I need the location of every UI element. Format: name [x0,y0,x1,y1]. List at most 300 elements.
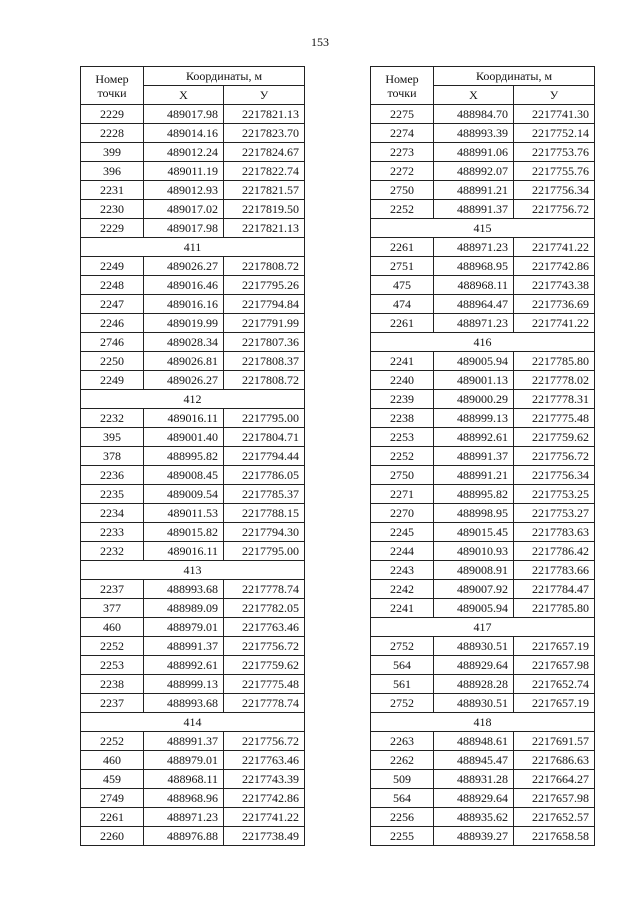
y-coordinate-cell: 2217657.19 [514,694,595,713]
x-coordinate-cell: 489011.19 [144,162,224,181]
x-coordinate-cell: 488992.61 [434,428,514,447]
table-row [371,599,595,618]
table-row [371,447,595,466]
x-coordinate-cell: 488971.23 [434,238,514,257]
y-coordinate-cell: 2217783.66 [514,561,595,580]
x-coordinate-cell: 489017.02 [144,200,224,219]
x-coordinate-cell: 489014.16 [144,124,224,143]
y-coordinate-cell: 2217784.47 [514,580,595,599]
x-coordinate-cell: 489005.94 [434,599,514,618]
x-coordinate-cell: 488995.82 [434,485,514,504]
point-number-cell: 2273 [371,143,434,162]
table-row [371,694,595,713]
x-coordinate-cell: 489008.91 [434,561,514,580]
table-row [81,637,305,656]
table-row [371,789,595,808]
table-row [81,200,305,219]
point-number-cell: 2261 [371,238,434,257]
x-coordinate-cell: 489016.16 [144,295,224,314]
table-row [81,352,305,371]
y-coordinate-cell: 2217791.99 [224,314,305,333]
point-number-cell: 2232 [81,409,144,428]
x-coordinate-cell: 488991.21 [434,181,514,200]
x-coordinate-cell: 489007.92 [434,580,514,599]
y-coordinate-cell: 2217778.74 [224,580,305,599]
y-coordinate-cell: 2217788.15 [224,504,305,523]
table-row [81,428,305,447]
section-number: 414 [81,713,305,732]
x-coordinate-cell: 489000.29 [434,390,514,409]
y-coordinate-cell: 2217819.50 [224,200,305,219]
y-coordinate-cell: 2217691.57 [514,732,595,751]
x-coordinate-cell: 488989.09 [144,599,224,618]
table-row [81,580,305,599]
point-number-cell: 2239 [371,390,434,409]
y-coordinate-cell: 2217785.80 [514,352,595,371]
point-number-cell: 2230 [81,200,144,219]
table-row [81,599,305,618]
table-row [81,162,305,181]
coordinates-table-right [370,66,595,846]
section-header-row [81,561,305,580]
point-number-cell: 474 [371,295,434,314]
y-coordinate-cell: 2217763.46 [224,751,305,770]
section-number: 412 [81,390,305,409]
y-coordinate-cell: 2217821.57 [224,181,305,200]
x-coordinate-cell: 489028.34 [144,333,224,352]
table-row [81,523,305,542]
y-coordinate-cell: 2217786.42 [514,542,595,561]
table-row [371,580,595,599]
x-coordinate-cell: 488928.28 [434,675,514,694]
table-row [371,485,595,504]
table-row [371,542,595,561]
y-coordinate-cell: 2217753.27 [514,504,595,523]
point-number-cell: 395 [81,428,144,447]
table-row [81,276,305,295]
point-number-cell: 2240 [371,371,434,390]
point-number-cell: 2252 [81,732,144,751]
point-number-cell: 2237 [81,694,144,713]
y-coordinate-cell: 2217756.72 [224,732,305,751]
point-number-cell: 460 [81,618,144,637]
y-coordinate-cell: 2217753.76 [514,143,595,162]
y-coordinate-cell: 2217686.63 [514,751,595,770]
page-number: 153 [311,35,329,49]
table-row [81,485,305,504]
x-coordinate-cell: 488999.13 [434,409,514,428]
point-number-cell: 2235 [81,485,144,504]
x-coordinate-cell: 488930.51 [434,637,514,656]
point-number-cell: 2236 [81,466,144,485]
point-number-cell: 2275 [371,105,434,124]
x-coordinate-cell: 489026.81 [144,352,224,371]
table-row [81,618,305,637]
header-y: У [514,86,595,105]
x-coordinate-cell: 488935.62 [434,808,514,827]
point-number-cell: 2255 [371,827,434,846]
x-coordinate-cell: 488979.01 [144,618,224,637]
table-row [371,675,595,694]
table-body [81,105,305,846]
y-coordinate-cell: 2217794.30 [224,523,305,542]
x-coordinate-cell: 489016.11 [144,542,224,561]
y-coordinate-cell: 2217778.02 [514,371,595,390]
y-coordinate-cell: 2217808.72 [224,257,305,276]
y-coordinate-cell: 2217786.05 [224,466,305,485]
x-coordinate-cell: 488992.61 [144,656,224,675]
table-row [371,808,595,827]
point-number-cell: 2262 [371,751,434,770]
y-coordinate-cell: 2217756.34 [514,181,595,200]
table-row [81,295,305,314]
section-number: 413 [81,561,305,580]
table-row [81,466,305,485]
table-row [371,124,595,143]
header-x: X [144,86,224,105]
x-coordinate-cell: 488991.37 [144,637,224,656]
point-number-cell: 2250 [81,352,144,371]
y-coordinate-cell: 2217795.26 [224,276,305,295]
x-coordinate-cell: 488993.39 [434,124,514,143]
y-coordinate-cell: 2217657.19 [514,637,595,656]
point-number-cell: 2261 [81,808,144,827]
point-number-cell: 2231 [81,181,144,200]
x-coordinate-cell: 488979.01 [144,751,224,770]
table-row [81,504,305,523]
table-row [81,105,305,124]
x-coordinate-cell: 489009.54 [144,485,224,504]
table-row [371,409,595,428]
table-row [371,732,595,751]
y-coordinate-cell: 2217808.37 [224,352,305,371]
point-number-cell: 2232 [81,542,144,561]
y-coordinate-cell: 2217808.72 [224,371,305,390]
point-number-cell: 2244 [371,542,434,561]
x-coordinate-cell: 489015.82 [144,523,224,542]
point-number-cell: 2243 [371,561,434,580]
point-number-cell: 2238 [371,409,434,428]
table-body [371,105,595,846]
point-number-cell: 396 [81,162,144,181]
table-row [371,314,595,333]
y-coordinate-cell: 2217782.05 [224,599,305,618]
y-coordinate-cell: 2217652.74 [514,675,595,694]
x-coordinate-cell: 488948.61 [434,732,514,751]
point-number-cell: 2229 [81,219,144,238]
y-coordinate-cell: 2217778.74 [224,694,305,713]
header-point-number [371,67,434,105]
point-number-cell: 2750 [371,181,434,200]
y-coordinate-cell: 2217778.31 [514,390,595,409]
y-coordinate-cell: 2217821.13 [224,219,305,238]
y-coordinate-cell: 2217794.44 [224,447,305,466]
point-number-cell: 561 [371,675,434,694]
y-coordinate-cell: 2217741.22 [224,808,305,827]
table-row [81,333,305,352]
x-coordinate-cell: 489015.45 [434,523,514,542]
x-coordinate-cell: 488945.47 [434,751,514,770]
y-coordinate-cell: 2217741.30 [514,105,595,124]
y-coordinate-cell: 2217763.46 [224,618,305,637]
table-row [81,808,305,827]
y-coordinate-cell: 2217823.70 [224,124,305,143]
header-y: У [224,86,305,105]
section-header-row [81,713,305,732]
table-row [371,751,595,770]
table-row [81,257,305,276]
x-coordinate-cell: 488968.96 [144,789,224,808]
header-point-line1: Номер [95,71,129,86]
point-number-cell: 377 [81,599,144,618]
table-row [371,827,595,846]
point-number-cell: 2271 [371,485,434,504]
section-number: 411 [81,238,305,257]
point-number-cell: 509 [371,770,434,789]
point-number-cell: 564 [371,789,434,808]
y-coordinate-cell: 2217657.98 [514,656,595,675]
y-coordinate-cell: 2217795.00 [224,409,305,428]
section-header-row [371,219,595,238]
point-number-cell: 2229 [81,105,144,124]
point-number-cell: 2253 [81,656,144,675]
point-number-cell: 2238 [81,675,144,694]
x-coordinate-cell: 488968.95 [434,257,514,276]
table-row [371,770,595,789]
y-coordinate-cell: 2217652.57 [514,808,595,827]
table-row [81,770,305,789]
point-number-cell: 2245 [371,523,434,542]
header-point-line2: точки [387,85,417,100]
y-coordinate-cell: 2217783.63 [514,523,595,542]
x-coordinate-cell: 489016.11 [144,409,224,428]
y-coordinate-cell: 2217807.36 [224,333,305,352]
x-coordinate-cell: 488991.37 [144,732,224,751]
y-coordinate-cell: 2217753.25 [514,485,595,504]
y-coordinate-cell: 2217785.80 [514,599,595,618]
y-coordinate-cell: 2217743.39 [224,770,305,789]
section-header-row [371,618,595,637]
y-coordinate-cell: 2217804.71 [224,428,305,447]
table-row [81,789,305,808]
point-number-cell: 2248 [81,276,144,295]
table-row [371,181,595,200]
y-coordinate-cell: 2217741.22 [514,238,595,257]
section-number: 417 [371,618,595,637]
point-number-cell: 2750 [371,466,434,485]
point-number-cell: 564 [371,656,434,675]
point-number-cell: 2252 [81,637,144,656]
x-coordinate-cell: 489010.93 [434,542,514,561]
point-number-cell: 2752 [371,637,434,656]
x-coordinate-cell: 488999.13 [144,675,224,694]
table-row [81,219,305,238]
y-coordinate-cell: 2217756.72 [224,637,305,656]
x-coordinate-cell: 488976.88 [144,827,224,846]
section-header-row [81,390,305,409]
y-coordinate-cell: 2217775.48 [224,675,305,694]
x-coordinate-cell: 488991.37 [434,200,514,219]
point-number-cell: 2247 [81,295,144,314]
x-coordinate-cell: 488984.70 [434,105,514,124]
point-number-cell: 2242 [371,580,434,599]
table-row [371,656,595,675]
x-coordinate-cell: 488930.51 [434,694,514,713]
point-number-cell: 2233 [81,523,144,542]
table-row [81,694,305,713]
table-row [371,105,595,124]
x-coordinate-cell: 489026.27 [144,371,224,390]
y-coordinate-cell: 2217759.62 [224,656,305,675]
y-coordinate-cell: 2217756.34 [514,466,595,485]
point-number-cell: 2751 [371,257,434,276]
x-coordinate-cell: 489001.40 [144,428,224,447]
table-row [81,751,305,770]
y-coordinate-cell: 2217657.98 [514,789,595,808]
point-number-cell: 2749 [81,789,144,808]
section-header-row [81,238,305,257]
y-coordinate-cell: 2217756.72 [514,200,595,219]
table-row [81,181,305,200]
table-row [371,637,595,656]
point-number-cell: 2746 [81,333,144,352]
y-coordinate-cell: 2217775.48 [514,409,595,428]
x-coordinate-cell: 489012.24 [144,143,224,162]
y-coordinate-cell: 2217742.86 [514,257,595,276]
y-coordinate-cell: 2217741.22 [514,314,595,333]
x-coordinate-cell: 488992.07 [434,162,514,181]
x-coordinate-cell: 489017.98 [144,105,224,124]
point-number-cell: 2249 [81,257,144,276]
y-coordinate-cell: 2217658.58 [514,827,595,846]
table-row [371,238,595,257]
header-coordinates: Координаты, м [144,67,305,86]
x-coordinate-cell: 489001.13 [434,371,514,390]
table-row [371,143,595,162]
y-coordinate-cell: 2217752.14 [514,124,595,143]
point-number-cell: 2249 [81,371,144,390]
table-row [371,371,595,390]
point-number-cell: 2261 [371,314,434,333]
table-row [371,428,595,447]
point-number-cell: 2263 [371,732,434,751]
point-number-cell: 2260 [81,827,144,846]
table-row [371,523,595,542]
x-coordinate-cell: 488991.06 [434,143,514,162]
section-header-row [371,333,595,352]
x-coordinate-cell: 488968.11 [144,770,224,789]
table-row [371,200,595,219]
header-point-line1: Номер [385,71,419,86]
point-number-cell: 475 [371,276,434,295]
point-number-cell: 399 [81,143,144,162]
table-row [371,504,595,523]
point-number-cell: 2253 [371,428,434,447]
y-coordinate-cell: 2217742.86 [224,789,305,808]
table-row [81,371,305,390]
y-coordinate-cell: 2217821.13 [224,105,305,124]
header-x: X [434,86,514,105]
y-coordinate-cell: 2217785.37 [224,485,305,504]
x-coordinate-cell: 489016.46 [144,276,224,295]
x-coordinate-cell: 488991.37 [434,447,514,466]
point-number-cell: 2752 [371,694,434,713]
table-row [371,295,595,314]
table-row [81,409,305,428]
point-number-cell: 2246 [81,314,144,333]
point-number-cell: 460 [81,751,144,770]
x-coordinate-cell: 488971.23 [144,808,224,827]
y-coordinate-cell: 2217664.27 [514,770,595,789]
x-coordinate-cell: 489011.53 [144,504,224,523]
x-coordinate-cell: 488931.28 [434,770,514,789]
point-number-cell: 2234 [81,504,144,523]
point-number-cell: 2241 [371,352,434,371]
x-coordinate-cell: 489019.99 [144,314,224,333]
x-coordinate-cell: 488939.27 [434,827,514,846]
point-number-cell: 2228 [81,124,144,143]
header-point-number [81,67,144,105]
x-coordinate-cell: 489005.94 [434,352,514,371]
point-number-cell: 2270 [371,504,434,523]
point-number-cell: 459 [81,770,144,789]
x-coordinate-cell: 488971.23 [434,314,514,333]
x-coordinate-cell: 488968.11 [434,276,514,295]
x-coordinate-cell: 489026.27 [144,257,224,276]
x-coordinate-cell: 488929.64 [434,656,514,675]
x-coordinate-cell: 489012.93 [144,181,224,200]
y-coordinate-cell: 2217824.67 [224,143,305,162]
y-coordinate-cell: 2217756.72 [514,447,595,466]
point-number-cell: 2241 [371,599,434,618]
y-coordinate-cell: 2217794.84 [224,295,305,314]
x-coordinate-cell: 488998.95 [434,504,514,523]
table-row [371,257,595,276]
point-number-cell: 2252 [371,200,434,219]
point-number-cell: 2237 [81,580,144,599]
x-coordinate-cell: 488929.64 [434,789,514,808]
x-coordinate-cell: 488993.68 [144,580,224,599]
point-number-cell: 2252 [371,447,434,466]
header-coordinates: Координаты, м [434,67,595,86]
table-row [81,732,305,751]
x-coordinate-cell: 488964.47 [434,295,514,314]
table-row [371,390,595,409]
y-coordinate-cell: 2217795.00 [224,542,305,561]
point-number-cell: 2274 [371,124,434,143]
table-row [81,675,305,694]
table-row [81,656,305,675]
table-row [81,143,305,162]
table-row [371,352,595,371]
table-row [81,314,305,333]
y-coordinate-cell: 2217755.76 [514,162,595,181]
x-coordinate-cell: 489008.45 [144,466,224,485]
table-row [371,276,595,295]
x-coordinate-cell: 488993.68 [144,694,224,713]
y-coordinate-cell: 2217822.74 [224,162,305,181]
x-coordinate-cell: 488991.21 [434,466,514,485]
point-number-cell: 378 [81,447,144,466]
table-row [371,561,595,580]
section-number: 416 [371,333,595,352]
x-coordinate-cell: 488995.82 [144,447,224,466]
y-coordinate-cell: 2217759.62 [514,428,595,447]
table-row [81,827,305,846]
header-point-line2: точки [97,85,127,100]
table-row [371,466,595,485]
x-coordinate-cell: 489017.98 [144,219,224,238]
